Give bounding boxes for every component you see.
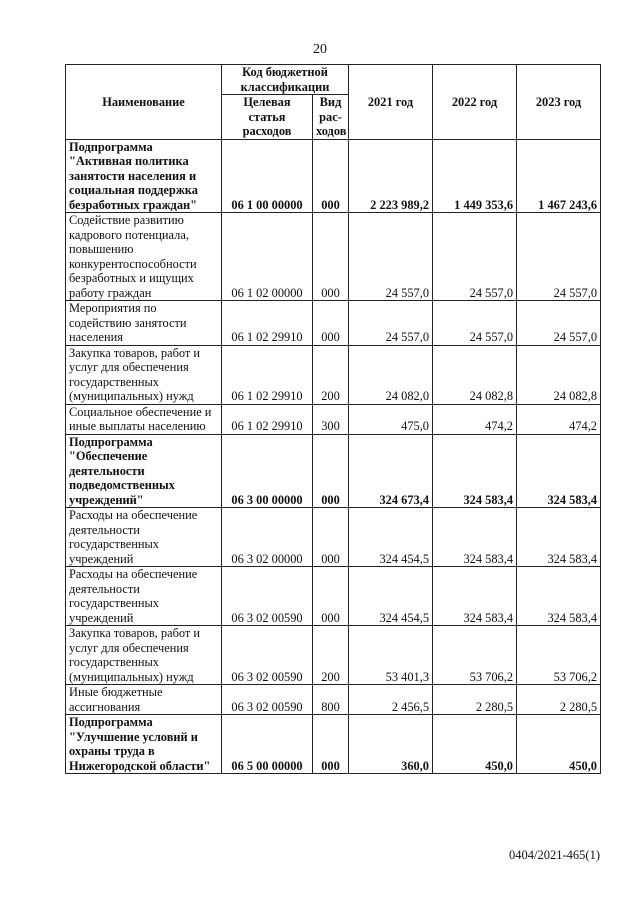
cell-kind: 300 xyxy=(313,404,349,434)
table-body xyxy=(66,139,601,774)
cell-kind: 000 xyxy=(313,567,349,626)
document-reference: 0404/2021-465(1) xyxy=(509,848,600,862)
cell-code: 06 1 02 29910 xyxy=(222,301,313,346)
table-row xyxy=(66,626,601,685)
cell-y2021: 24 082,0 xyxy=(349,345,433,404)
cell-y2022: 1 449 353,6 xyxy=(433,139,517,213)
cell-y2022: 324 583,4 xyxy=(433,508,517,567)
cell-name: Мероприятия по содействию занятости населения xyxy=(66,301,222,346)
header-expense-kind: Вид рас-ходов xyxy=(313,95,349,140)
table-header xyxy=(66,65,601,140)
cell-kind: 000 xyxy=(313,301,349,346)
cell-code: 06 1 02 00000 xyxy=(222,213,313,301)
table-row xyxy=(66,567,601,626)
table-row xyxy=(66,301,601,346)
cell-y2022: 474,2 xyxy=(433,404,517,434)
cell-y2022: 24 082,8 xyxy=(433,345,517,404)
cell-code: 06 3 02 00590 xyxy=(222,685,313,715)
table-row xyxy=(66,508,601,567)
subprogram-row xyxy=(66,139,601,213)
cell-name: Социальное обеспечение и иные выплаты населению xyxy=(66,404,222,434)
cell-y2021: 24 557,0 xyxy=(349,301,433,346)
cell-code: 06 5 00 00000 xyxy=(222,715,313,774)
cell-name: Закупка товаров, работ и услуг для обеспечения государственных (муниципальных) нужд xyxy=(66,626,222,685)
cell-kind: 000 xyxy=(313,508,349,567)
header-budget-classification: Код бюджетной классификации xyxy=(222,65,349,95)
cell-name: Иные бюджетные ассигнования xyxy=(66,685,222,715)
cell-code: 06 1 02 29910 xyxy=(222,345,313,404)
cell-kind: 000 xyxy=(313,434,349,508)
cell-y2021: 324 454,5 xyxy=(349,567,433,626)
cell-kind: 000 xyxy=(313,139,349,213)
cell-name: Содействие развитию кадрового потенциала, повышению конкурентоспособности безработных и ищущих работу граждан xyxy=(66,213,222,301)
cell-name: Расходы на обеспечение деятельности государственных учреждений xyxy=(66,508,222,567)
cell-code: 06 3 02 00590 xyxy=(222,626,313,685)
cell-y2021: 2 223 989,2 xyxy=(349,139,433,213)
cell-code: 06 1 02 29910 xyxy=(222,404,313,434)
cell-code: 06 1 00 00000 xyxy=(222,139,313,213)
cell-y2022: 450,0 xyxy=(433,715,517,774)
cell-kind: 200 xyxy=(313,626,349,685)
cell-y2023: 2 280,5 xyxy=(517,685,601,715)
cell-y2023: 24 557,0 xyxy=(517,213,601,301)
subprogram-row xyxy=(66,715,601,774)
cell-y2023: 450,0 xyxy=(517,715,601,774)
cell-kind: 200 xyxy=(313,345,349,404)
header-name: Наименование xyxy=(66,65,222,140)
cell-y2021: 324 673,4 xyxy=(349,434,433,508)
cell-y2022: 2 280,5 xyxy=(433,685,517,715)
cell-y2023: 24 557,0 xyxy=(517,301,601,346)
cell-name: Подпрограмма "Обеспечение деятельности подведомственных учреждений" xyxy=(66,434,222,508)
cell-y2021: 24 557,0 xyxy=(349,213,433,301)
cell-y2023: 324 583,4 xyxy=(517,434,601,508)
cell-y2022: 24 557,0 xyxy=(433,301,517,346)
cell-name: Подпрограмма "Улучшение условий и охраны труда в Нижегородской области" xyxy=(66,715,222,774)
table-row xyxy=(66,404,601,434)
cell-name: Подпрограмма "Активная политика занятости населения и социальная поддержка безработных граждан" xyxy=(66,139,222,213)
cell-code: 06 3 00 00000 xyxy=(222,434,313,508)
cell-kind: 000 xyxy=(313,715,349,774)
cell-kind: 000 xyxy=(313,213,349,301)
cell-y2023: 324 583,4 xyxy=(517,567,601,626)
cell-y2023: 53 706,2 xyxy=(517,626,601,685)
cell-code: 06 3 02 00000 xyxy=(222,508,313,567)
header-2021: 2021 год xyxy=(349,65,433,140)
cell-y2022: 53 706,2 xyxy=(433,626,517,685)
cell-y2021: 475,0 xyxy=(349,404,433,434)
cell-y2021: 2 456,5 xyxy=(349,685,433,715)
cell-code: 06 3 02 00590 xyxy=(222,567,313,626)
cell-y2022: 24 557,0 xyxy=(433,213,517,301)
subprogram-row xyxy=(66,434,601,508)
cell-y2023: 474,2 xyxy=(517,404,601,434)
cell-kind: 800 xyxy=(313,685,349,715)
cell-y2022: 324 583,4 xyxy=(433,567,517,626)
page-number: 20 xyxy=(313,42,327,57)
header-2022: 2022 год xyxy=(433,65,517,140)
budget-table xyxy=(65,64,601,774)
header-2023: 2023 год xyxy=(517,65,601,140)
cell-y2023: 24 082,8 xyxy=(517,345,601,404)
cell-y2022: 324 583,4 xyxy=(433,434,517,508)
cell-y2023: 1 467 243,6 xyxy=(517,139,601,213)
cell-y2021: 53 401,3 xyxy=(349,626,433,685)
table-row xyxy=(66,213,601,301)
cell-y2023: 324 583,4 xyxy=(517,508,601,567)
cell-y2021: 324 454,5 xyxy=(349,508,433,567)
table-row xyxy=(66,345,601,404)
cell-y2021: 360,0 xyxy=(349,715,433,774)
table-row xyxy=(66,685,601,715)
header-target-article: Целевая статья расходов xyxy=(222,95,313,140)
cell-name: Закупка товаров, работ и услуг для обеспечения государственных (муниципальных) нужд xyxy=(66,345,222,404)
cell-name: Расходы на обеспечение деятельности государственных учреждений xyxy=(66,567,222,626)
